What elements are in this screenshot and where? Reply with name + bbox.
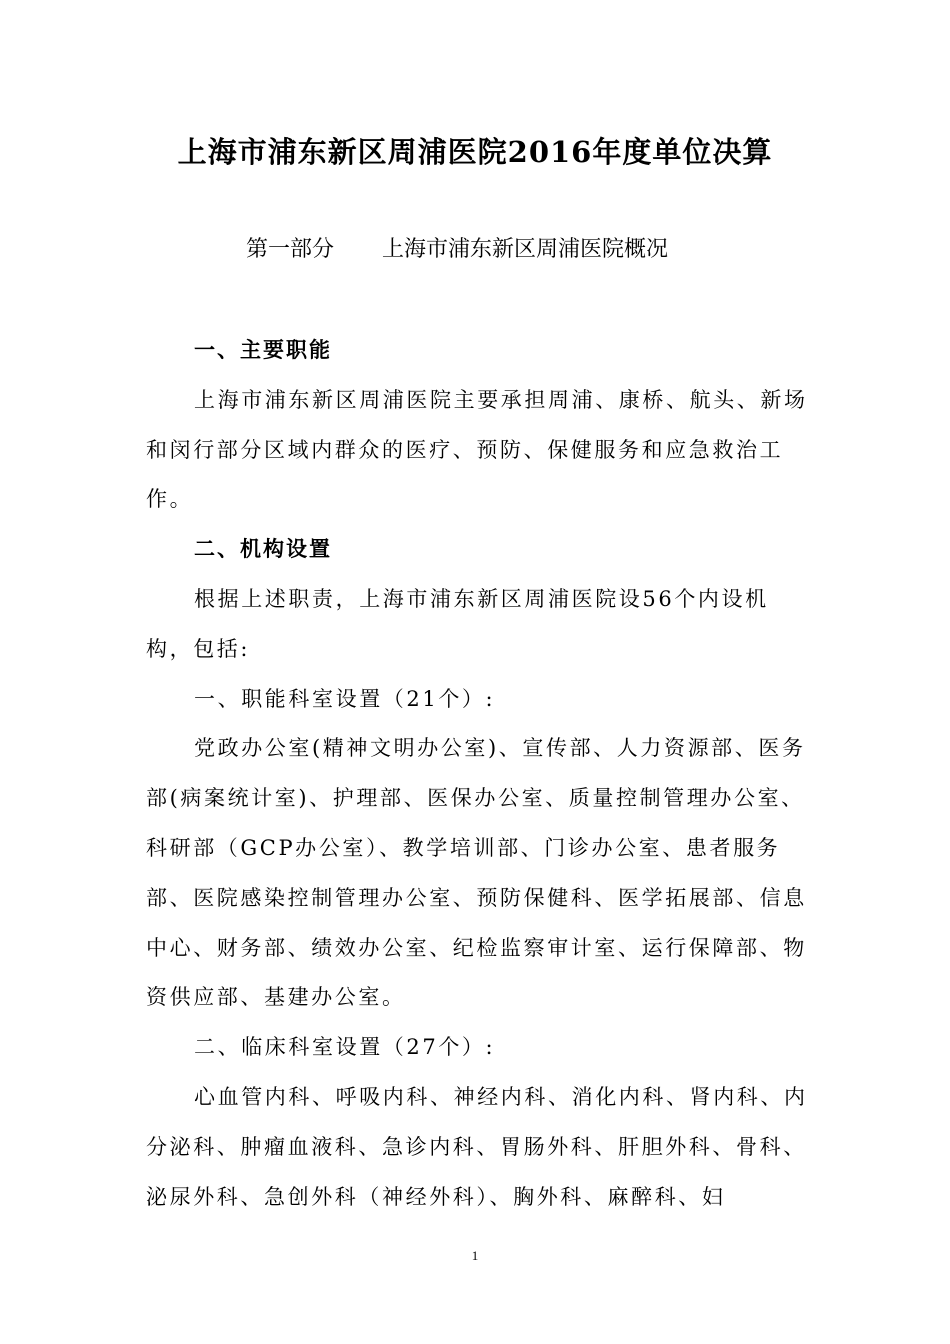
part-label: 第一部分 bbox=[246, 237, 335, 262]
document-title: 上海市浦东新区周浦医院2016年度单位决算 bbox=[177, 135, 773, 169]
document-body bbox=[146, 326, 810, 1222]
section-heading-organization: 二、机构设置 bbox=[194, 537, 332, 562]
part-name: 上海市浦东新区周浦医院概况 bbox=[382, 237, 669, 262]
section-heading-functions: 一、主要职能 bbox=[194, 338, 332, 362]
functional-departments-paragraph: 党政办公室(精神文明办公室)、宣传部、人力资源部、医务部(病案统计室)、护理部、医保办公室、质量控制管理办公室、科研部（GCP办公室）、教学培训部、门诊办公室、患者服务部、医院感染控制管理办公室、预防保健科、医学拓展部、信息中心、财务部、绩效办公室、纪检监察审计室、运行保障部、物资供应部、基建办公室。 bbox=[146, 736, 807, 1010]
clinical-departments-paragraph: 心血管内科、呼吸内科、神经内科、消化内科、肾内科、内分泌科、肿瘤血液科、急诊内科、胃肠外科、肝胆外科、骨科、泌尿外科、急创外科（神经外科）、胸外科、麻醉科、妇 bbox=[146, 1084, 808, 1209]
functions-paragraph: 上海市浦东新区周浦医院主要承担周浦、康桥、航头、新场和闵行部分区域内群众的医疗、预防、保健服务和应急救治工作。 bbox=[146, 387, 808, 512]
page-number: 1 bbox=[471, 1248, 479, 1263]
functional-departments-heading: 一、职能科室设置（21个）: bbox=[194, 686, 496, 711]
part-heading bbox=[246, 234, 806, 266]
organization-intro-paragraph: 根据上述职责，上海市浦东新区周浦医院设56个内设机构，包括: bbox=[146, 586, 769, 661]
clinical-departments-heading: 二、临床科室设置（27个）: bbox=[194, 1035, 496, 1060]
